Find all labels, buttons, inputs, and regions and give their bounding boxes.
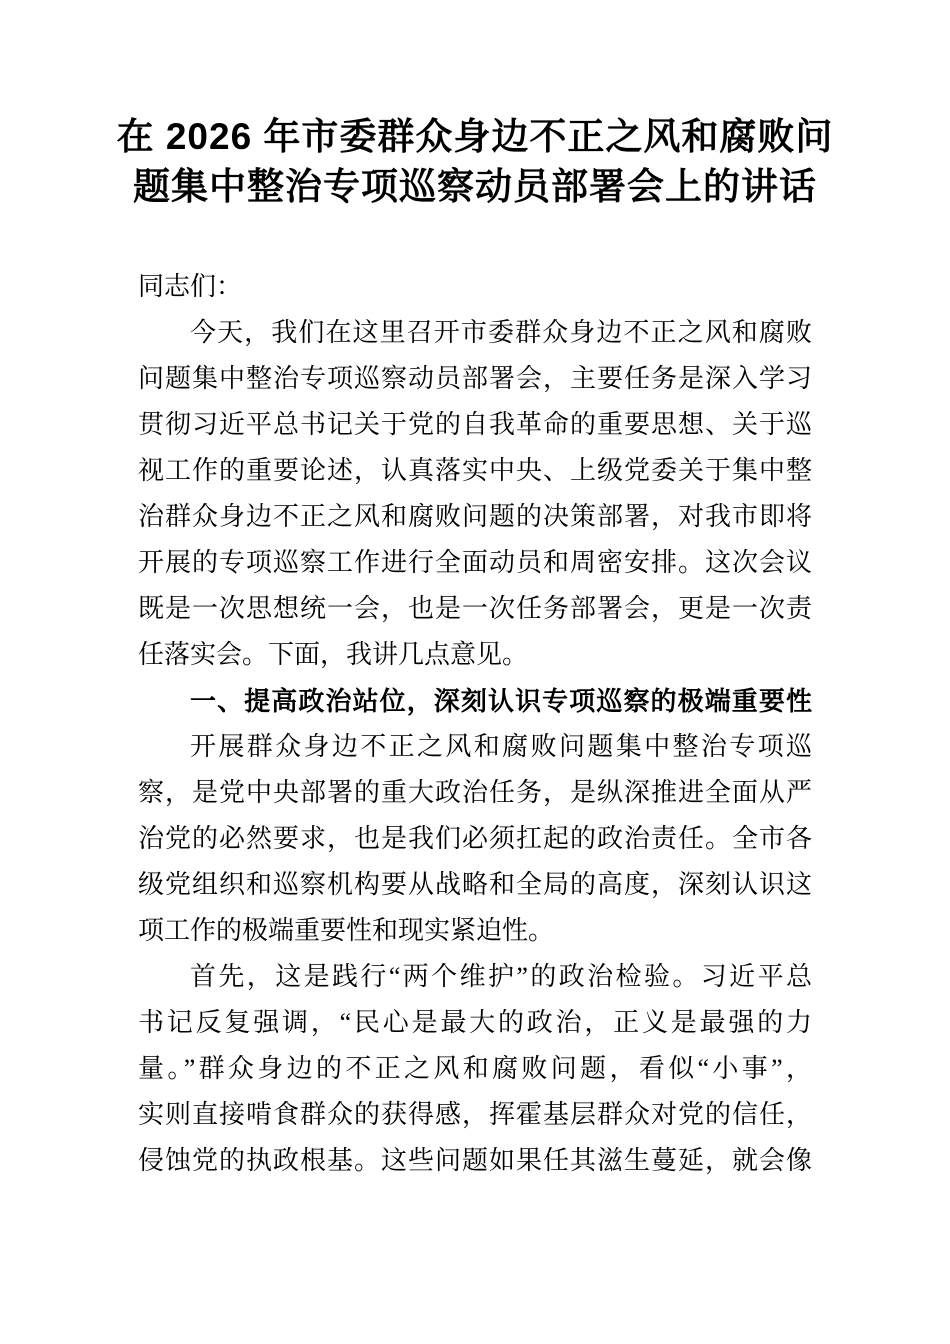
body-text-line: 问题集中整治专项巡察动员部署会，主要任务是深入学习: [138, 364, 812, 393]
document-title-line: 题集中整治专项巡察动员部署会上的讲话: [133, 166, 817, 207]
body-text-line: 项工作的极端重要性和现实紧迫性。: [138, 916, 555, 945]
body-text-line: 侵蚀党的执政根基。这些问题如果任其滋生蔓延，就会像: [138, 1146, 812, 1175]
document-title-line: 在 2026 年市委群众身边不正之风和腐败问: [116, 116, 834, 157]
body-text-line: 治群众身边不正之风和腐败问题的决策部署，对我市即将: [138, 502, 812, 531]
body-text-line: 治党的必然要求，也是我们必须扛起的政治责任。全市各: [138, 824, 812, 853]
body-text-line: 察，是党中央部署的重大政治任务，是纵深推进全面从严: [138, 778, 812, 807]
body-text-line: 今天，我们在这里召开市委群众身边不正之风和腐败: [190, 318, 812, 347]
body-text-line: 既是一次思想统一会，也是一次任务部署会，更是一次责: [138, 594, 812, 623]
body-text-line: 同志们：: [138, 272, 243, 301]
body-text-line: 贯彻习近平总书记关于党的自我革命的重要思想、关于巡: [138, 410, 812, 439]
body-text-line: 级党组织和巡察机构要从战略和全局的高度，深刻认识这: [138, 870, 812, 899]
document-title: [40, 112, 910, 212]
body-text-line: 开展群众身边不正之风和腐败问题集中整治专项巡: [190, 732, 812, 761]
section-heading-line: 一、提高政治站位，深刻认识专项巡察的极端重要性: [190, 686, 812, 716]
body-text-line: 任落实会。下面，我讲几点意见。: [138, 640, 529, 669]
body-text-line: 开展的专项巡察工作进行全面动员和周密安排。这次会议: [138, 548, 812, 577]
body-text-line: 实则直接啃食群众的获得感，挥霍基层群众对党的信任，: [138, 1100, 812, 1129]
body-text-line: 量。”群众身边的不正之风和腐败问题，看似“小事”，: [138, 1054, 812, 1083]
document-body: [0, 264, 950, 1184]
body-text-line: 首先，这是践行“两个维护”的政治检验。习近平总: [190, 962, 812, 991]
body-text-line: 书记反复强调，“民心是最大的政治，正义是最强的力: [138, 1008, 812, 1037]
body-text-line: 视工作的重要论述，认真落实中央、上级党委关于集中整: [138, 456, 812, 485]
